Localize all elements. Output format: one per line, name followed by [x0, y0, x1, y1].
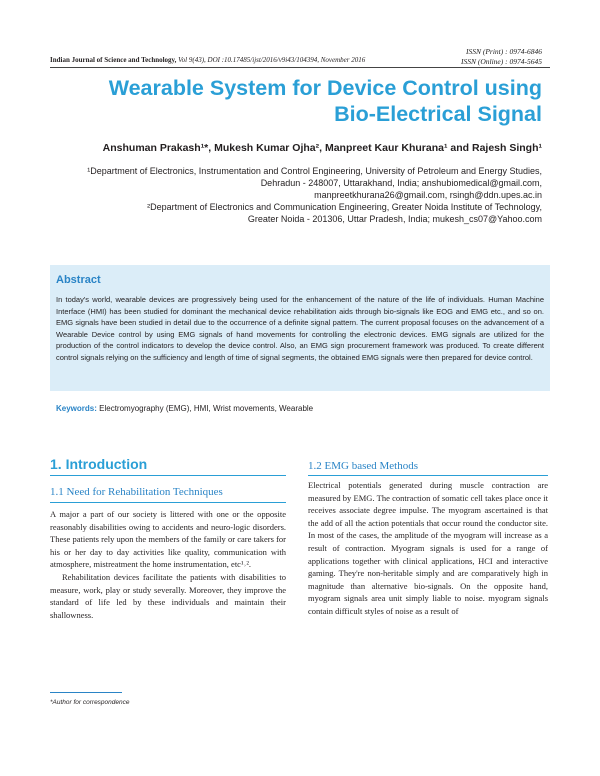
journal-citation — [50, 56, 542, 66]
keywords — [56, 404, 313, 413]
affiliation-line: ²Department of Electronics and Communication Engineering, Greater Noida Institute of Technology, — [147, 202, 542, 212]
subsection-rule — [308, 475, 548, 476]
footnote-rule — [50, 692, 122, 693]
subsection-heading-rehabilitation: 1.1 Need for Rehabilitation Techniques — [50, 486, 223, 498]
section-rule — [50, 475, 286, 476]
journal-details: Vol 9(43), DOI :10.17485/ijst/2016/v9i43/104394, November 2016 — [178, 56, 366, 64]
right-column-body — [308, 479, 548, 618]
journal-name: Indian Journal of Science and Technology, — [50, 56, 177, 64]
paragraph: Electrical potentials generated during muscle contraction are measured by EMG. The contraction of somatic cell takes place once it receives associate degree impulse. The myogram ascertained is that the add of all the action potentials that occur round the conductor site. In most of the cases, the amplitude of the myogram will increase as a result of contraction. Myogram signals is used for a range of applications together with clinical applications, HCI and interactive gaming. They're non-heritable simply and are comparatively high in magnitude than alternative bio-signals. On the opposite hand, myogram signals area unit simply liable to noise. myogram signals contain difficult styles of noise as a result of — [308, 480, 548, 616]
affiliation-line: Dehradun - 248007, Uttarakhand, India; anshubiomedical@gmail.com, — [260, 178, 542, 188]
keywords-text: Electromyography (EMG), HMI, Wrist movements, Wearable — [99, 404, 314, 413]
paper-title-line2: Bio-Electrical Signal — [334, 102, 542, 126]
abstract-box — [50, 265, 550, 391]
paragraph: Rehabilitation devices facilitate the patients with disabilities to measure, work, play or study severally. Moreover, they improve the standard of life led by these individuals and maintain their shallowness. — [50, 571, 286, 620]
abstract-text: In today's world, wearable devices are progressively being used for the enhancement of the nature of the life of individuals. Human Machine Interface (HMI) has been studied for dominant the mechanical device rehabilitation aids through bio-signals like EOG and EMG etc., and so on. EMG signals have been studied in detail due to the occurrence of a definite signal pattern. The current proposal focuses on the advancement of a Wearable Device control by using EMG signals of hand movements for controlling the electronic devices. EMG signals are utilized for the production of the control indicators to develop the device control. Also, an EMG sign procurement framework was produced. To create different control signals relying on the sufficiency and length of time of signal segments, the obtained EMG signals were then prepared for device control. — [56, 295, 544, 362]
issn-online: ISSN (Online) : 0974-5645 — [460, 57, 542, 66]
paper-title-line1: Wearable System for Device Control using — [108, 76, 542, 100]
section-heading-introduction: 1. Introduction — [50, 456, 148, 472]
keywords-label: Keywords: — [56, 404, 97, 413]
affiliation-line: Greater Noida - 201306, Uttar Pradesh, India; mukesh_cs07@Yahoo.com — [247, 214, 542, 224]
abstract-heading: Abstract — [56, 274, 101, 286]
issn-print: ISSN (Print) : 0974-6846 — [465, 47, 542, 56]
header-rule — [50, 67, 550, 68]
author-list: Anshuman Prakash¹*, Mukesh Kumar Ojha², Manpreet Kaur Khurana¹ and Rajesh Singh¹ — [102, 142, 542, 154]
paragraph: A major a part of our society is littered with one or the opposite reasonably disabilities owing to accidents and neuro-logic disorders. These patients rely upon the members of the family or care takers for his or her day to day activities like quality, communication with atmosphere, mistreatment the home instrumentation, etc¹˒². — [50, 509, 286, 570]
subsection-heading-emg-methods: 1.2 EMG based Methods — [308, 460, 418, 472]
affiliation-line: manpreetkhurana26@gmail.com, rsingh@ddn.upes.ac.in — [314, 190, 542, 200]
left-column-body — [50, 508, 286, 621]
footnote: *Author for correspondence — [50, 699, 130, 706]
affiliation-line: ¹Department of Electronics, Instrumentation and Control Engineering, University of Petroleum and Energy Studies, — [87, 166, 542, 176]
subsection-rule — [50, 502, 286, 503]
